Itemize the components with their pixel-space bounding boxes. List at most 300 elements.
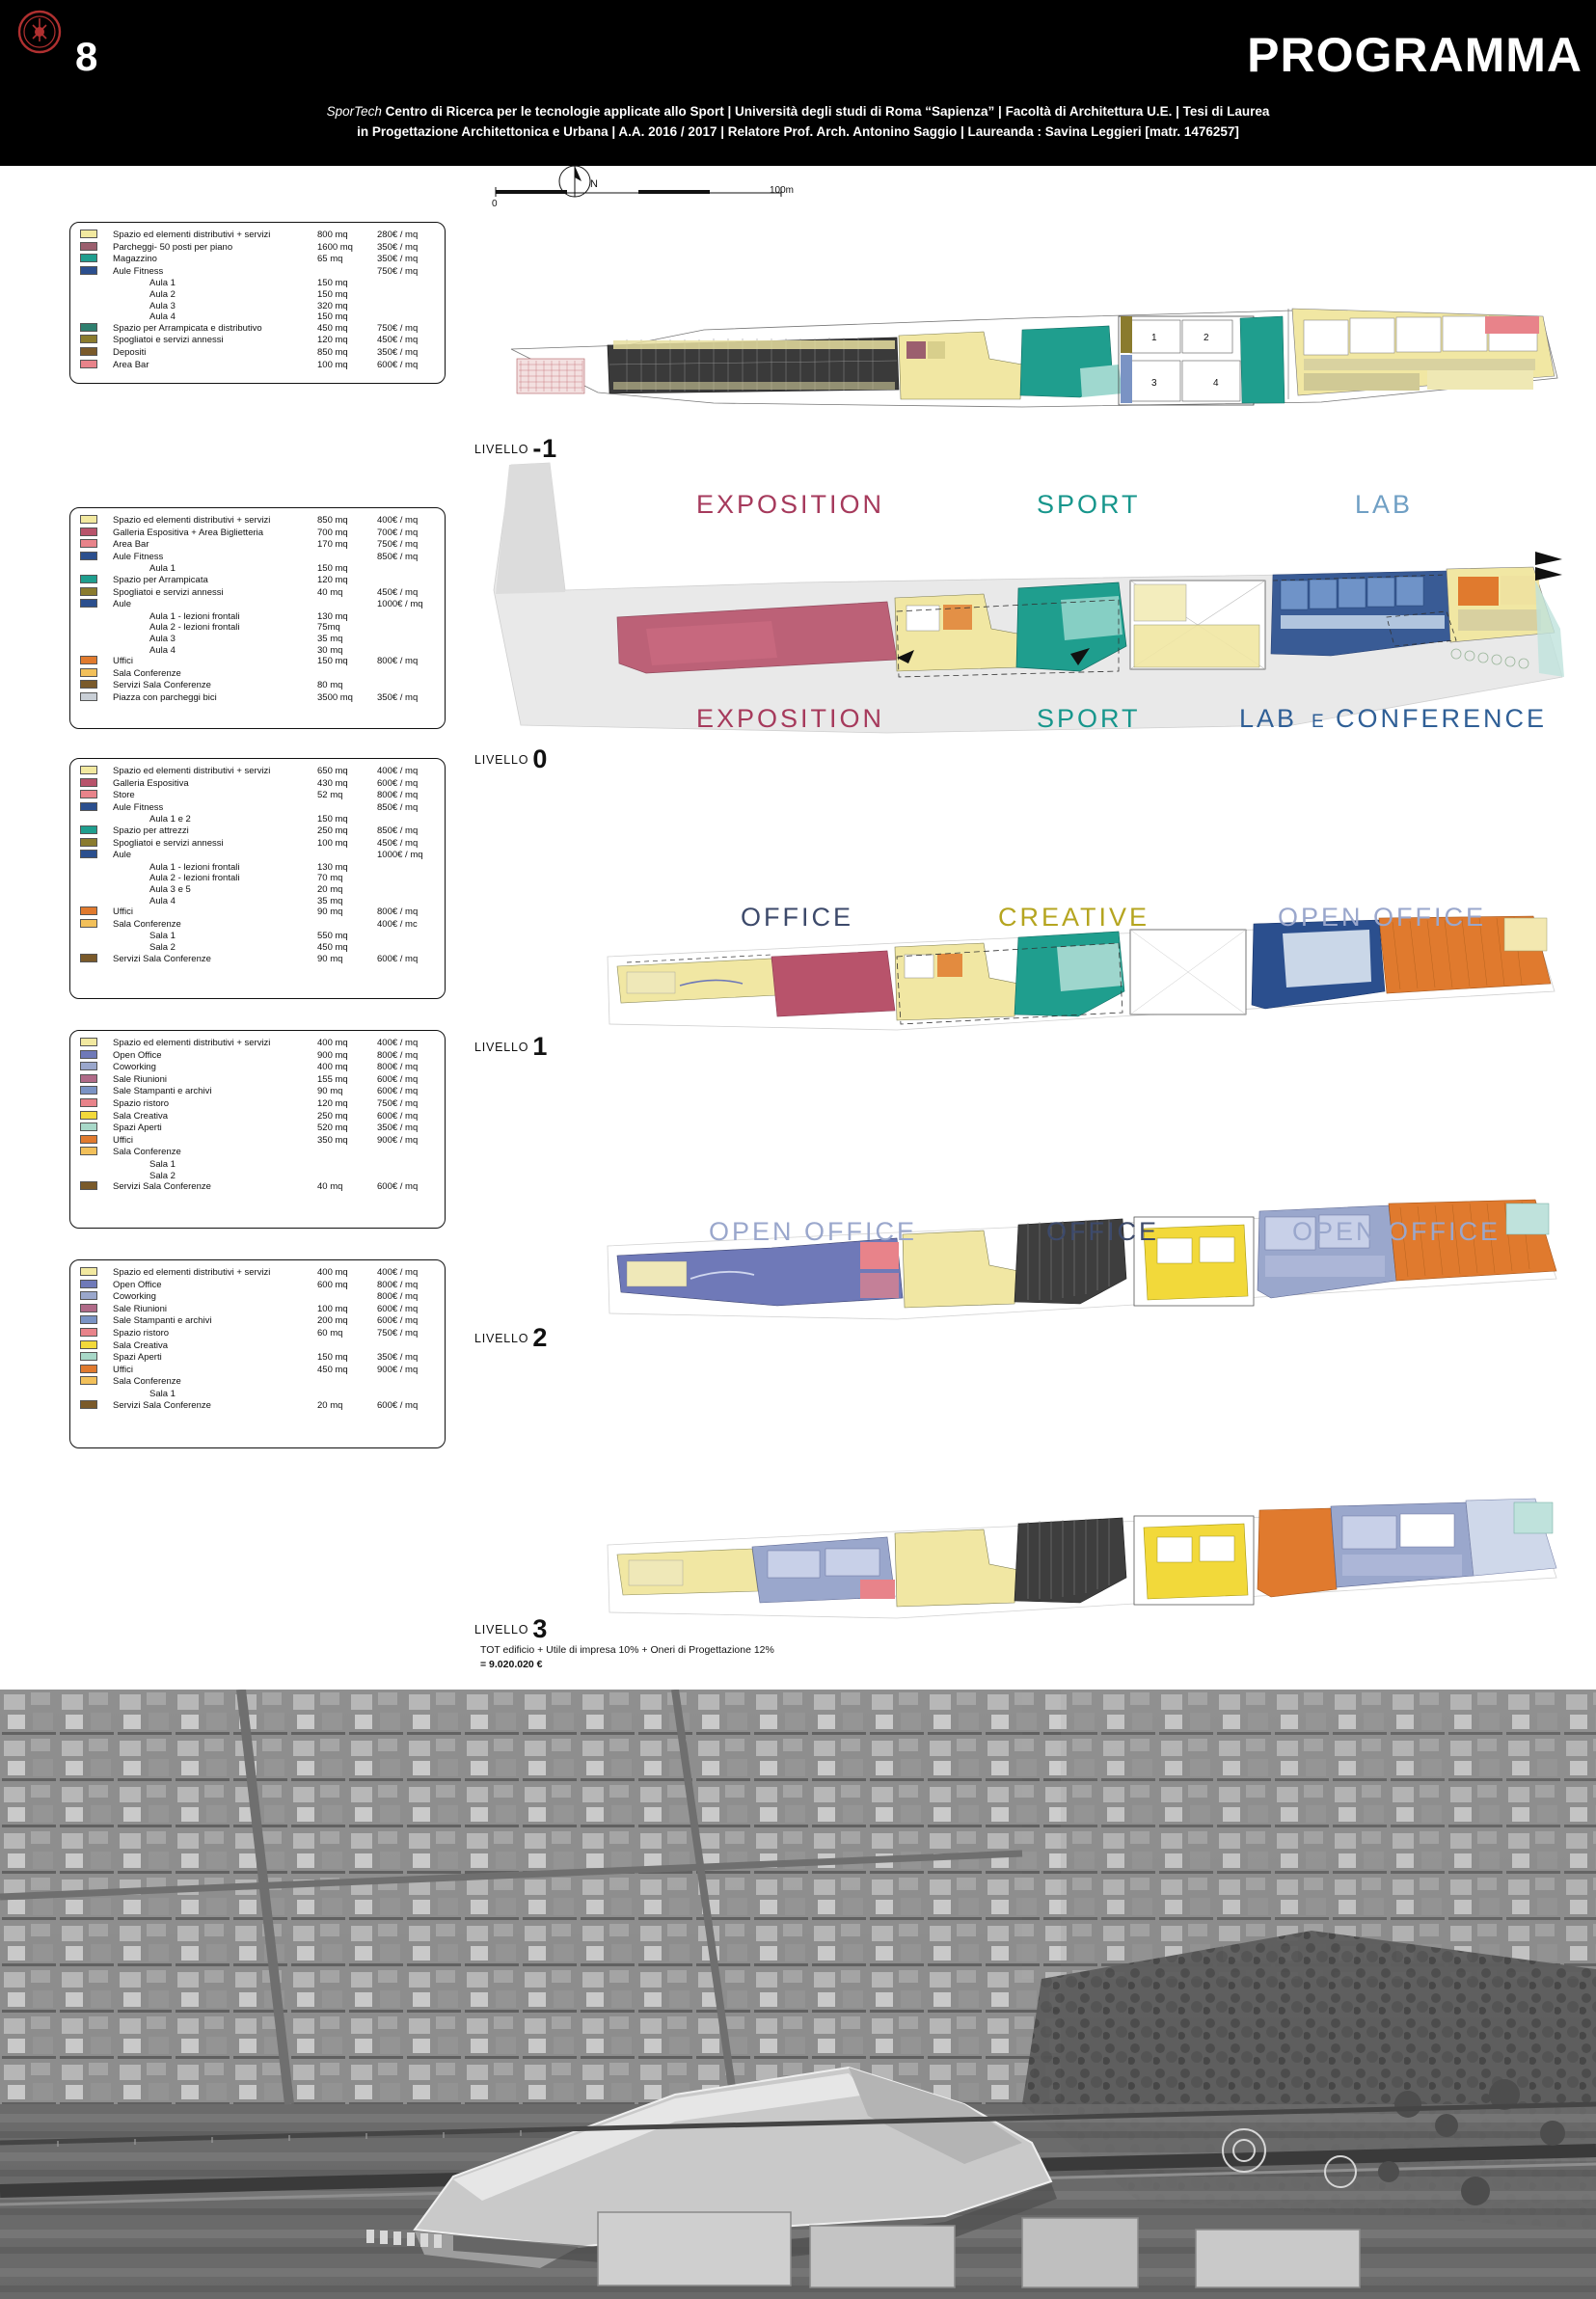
legend-color-swatch (80, 1352, 97, 1361)
project-name: SporTech (326, 104, 382, 119)
legend-item-name: Coworking (113, 1291, 156, 1303)
legend-swatch-cell (70, 825, 113, 838)
legend-color-swatch (80, 599, 97, 608)
legend-swatch-cell-empty (70, 942, 113, 954)
legend-item-area: 52 mq (317, 790, 343, 801)
legend-color-swatch (80, 1340, 97, 1349)
legend-item-name: Spazio ed elementi distributivi + servizi (113, 515, 271, 526)
legend-item-name: Spazio ristoro (113, 1097, 170, 1109)
legend-row (70, 1171, 445, 1182)
credits-line-1: Centro di Ricerca per le tecnologie applicate allo Sport | Università degli studi di Roma “Sapienza” | Facoltà di Architettura U.E. | Tesi di Laurea (381, 104, 1270, 119)
zone-label-open-office-l2: OPEN OFFICE (1278, 903, 1487, 932)
legend-item-area: 150 mq (317, 656, 348, 667)
legend-swatch-cell (70, 1038, 113, 1050)
legend-item-price: 700€ / mq (377, 527, 419, 538)
level-label-text: LIVELLO (474, 753, 529, 767)
legend-item-name: Spazio per Arrampicata (113, 574, 208, 585)
legend-item-name: Sala 2 (149, 1170, 176, 1181)
legend-item-price: 850€ / mq (377, 825, 419, 836)
legend-row (70, 1086, 445, 1098)
legend-color-swatch (80, 1280, 97, 1288)
legend-item-name: Aula 1 (149, 563, 176, 575)
legend-item-area: 35 mq (317, 633, 343, 644)
legend-item-price: 750€ / mq (377, 1327, 419, 1339)
legend-item-name: Servizi Sala Conferenze (113, 1399, 211, 1411)
legend-color-swatch (80, 954, 97, 962)
legend-item-area (317, 552, 377, 564)
legend-swatch-cell (70, 1304, 113, 1316)
legend-item-name: Store (113, 790, 135, 801)
legend-item-area: 550 mq (317, 931, 348, 942)
legend-swatch-cell (70, 680, 113, 692)
legend-item-price (377, 575, 445, 587)
legend-swatch-cell-empty (70, 1389, 113, 1400)
legend-swatch-cell (70, 575, 113, 587)
legend-level-1-table (70, 766, 445, 965)
legend-swatch-cell (70, 1280, 113, 1292)
legend-row (70, 311, 445, 323)
legend-level-3 (69, 1259, 446, 1448)
legend-item-area: 20 mq (317, 883, 343, 895)
legend-color-swatch (80, 1400, 97, 1409)
legend-row (70, 850, 445, 862)
legend-swatch-cell-empty (70, 563, 113, 575)
legend-item-area: 100 mq (317, 359, 348, 370)
legend-item-price (377, 611, 445, 623)
legend-row (70, 515, 445, 527)
legend-color-swatch (80, 1038, 97, 1046)
legend-row (70, 814, 445, 825)
credits-line-2: in Progettazione Architettonica e Urbana | A.A. 2016 / 2017 | Relatore Prof. Arch. Antonino Saggio | Laureanda : Savina Leggieri [matr. 1476257] (357, 124, 1239, 139)
legend-item-name: Piazza con parcheggi bici (113, 691, 217, 703)
zone-label-sport-l0: SPORT (1037, 490, 1141, 519)
legend-row (70, 563, 445, 575)
legend-row (70, 1389, 445, 1400)
legend-row (70, 1050, 445, 1063)
legend-swatch-cell-empty (70, 884, 113, 896)
legend-row (70, 942, 445, 954)
legend-item-name: Depositi (113, 346, 147, 358)
legend-row (70, 254, 445, 266)
legend-item-price: 450€ / mq (377, 586, 419, 598)
scale-max-label: 100m (770, 185, 795, 196)
legend-item-name: Coworking (113, 1062, 156, 1073)
floor-plan-level-2 (482, 1072, 1582, 1352)
legend-swatch-cell (70, 1376, 113, 1389)
legend-level-1 (69, 758, 446, 999)
legend-item-name: Parcheggi- 50 posti per piano (113, 241, 233, 253)
legend-color-swatch (80, 1111, 97, 1120)
legend-item-name: Sale Stampanti e archivi (113, 1086, 212, 1097)
legend-item-price: 350€ / mq (377, 241, 419, 253)
svg-text:2: 2 (1204, 333, 1209, 343)
legend-color-swatch (80, 1328, 97, 1337)
legend-row (70, 611, 445, 623)
legend-color-swatch (80, 906, 97, 915)
legend-item-price (377, 862, 445, 874)
legend-color-swatch (80, 335, 97, 343)
legend-item-area (317, 1171, 377, 1182)
legend-item-name: Aula 2 - lezioni frontali (149, 873, 240, 884)
legend-swatch-cell (70, 668, 113, 681)
legend-item-area: 70 mq (317, 873, 343, 884)
legend-swatch-cell (70, 1050, 113, 1063)
legend-item-name: Servizi Sala Conferenze (113, 680, 211, 691)
legend-item-price: 350€ / mq (377, 254, 419, 265)
legend-item-area: 130 mq (317, 610, 348, 622)
level-number: 2 (532, 1323, 549, 1352)
legend-color-swatch (80, 680, 97, 689)
legend-item-price: 800€ / mq (377, 656, 419, 667)
legend-color-swatch (80, 838, 97, 847)
legend-item-name: Sala Conferenze (113, 918, 181, 930)
legend-swatch-cell (70, 838, 113, 851)
legend-row (70, 335, 445, 347)
svg-text:1: 1 (1151, 333, 1157, 343)
legend-row (70, 1159, 445, 1171)
legend-item-name: Sala 1 (149, 1158, 176, 1170)
legend-item-area: 120 mq (317, 335, 348, 346)
legend-item-area: 75mq (317, 622, 340, 634)
legend-item-area: 100 mq (317, 1303, 348, 1314)
legend-item-area (317, 668, 377, 681)
legend-color-swatch (80, 242, 97, 251)
zone-label-conference-l1: CONFERENCE (1336, 704, 1548, 733)
legend-swatch-cell (70, 254, 113, 266)
legend-swatch-cell-empty (70, 611, 113, 623)
legend-item-name: Area Bar (113, 539, 149, 551)
legend-row (70, 539, 445, 552)
legend-swatch-cell (70, 1291, 113, 1304)
legend-item-price: 800€ / mq (377, 790, 419, 801)
legend-item-area (317, 1340, 377, 1353)
legend-item-name: Spazio ed elementi distributivi + servizi (113, 766, 271, 776)
legend-item-name: Uffici (113, 906, 133, 918)
zone-label-lab-l0: LAB (1355, 490, 1414, 519)
legend-item-area: 35 mq (317, 895, 343, 906)
legend-row (70, 289, 445, 301)
legend-item-name: Spogliatoi e servizi annessi (113, 586, 224, 598)
legend-swatch-cell (70, 1352, 113, 1365)
legend-color-swatch (80, 1062, 97, 1070)
legend-item-price: 850€ / mq (377, 801, 419, 813)
legend-item-area (317, 1389, 377, 1400)
legend-swatch-cell-empty (70, 311, 113, 323)
legend-row (70, 587, 445, 600)
legend-item-area: 90 mq (317, 1086, 343, 1097)
legend-item-name: Galleria Espositiva + Area Biglietteria (113, 527, 264, 538)
floor-plan-level-minus1 (482, 176, 1572, 436)
legend-item-name: Spazio ristoro (113, 1327, 170, 1339)
legend-swatch-cell (70, 1181, 113, 1194)
legend-swatch-cell-empty (70, 634, 113, 645)
zone-label-exposition-l1: EXPOSITION (696, 704, 885, 733)
legend-row (70, 906, 445, 919)
legend-item-price (377, 884, 445, 896)
legend-swatch-cell-empty (70, 622, 113, 634)
legend-color-swatch (80, 539, 97, 548)
legend-row (70, 1098, 445, 1111)
legend-item-area (317, 802, 377, 815)
legend-item-name: Aula 3 (149, 300, 176, 311)
legend-swatch-cell (70, 954, 113, 966)
legend-item-price: 900€ / mq (377, 1364, 419, 1375)
legend-item-price: 600€ / mq (377, 1399, 419, 1411)
legend-item-area (317, 850, 377, 862)
legend-item-name: Aula 1 - lezioni frontali (149, 610, 240, 622)
legend-item-price: 600€ / mq (377, 359, 419, 370)
legend-swatch-cell-empty (70, 896, 113, 907)
legend-swatch-cell (70, 1267, 113, 1280)
level-number: 0 (532, 744, 549, 773)
legend-item-area: 600 mq (317, 1279, 348, 1290)
legend-level-2-table (70, 1038, 445, 1194)
legend-swatch-cell (70, 1340, 113, 1353)
legend-item-area: 150 mq (317, 814, 348, 825)
legend-swatch-cell (70, 850, 113, 862)
zone-label-office-l3: OFFICE (1046, 1217, 1159, 1246)
legend-swatch-cell (70, 1111, 113, 1123)
legend-row (70, 599, 445, 611)
legend-item-name: Sala 2 (149, 941, 176, 953)
legend-item-area: 20 mq (317, 1399, 343, 1411)
legend-level-3-table (70, 1267, 445, 1412)
legend-color-swatch (80, 360, 97, 368)
legend-color-swatch (80, 1291, 97, 1300)
zone-label-open-office-l3-left: OPEN OFFICE (709, 1217, 918, 1246)
legend-swatch-cell (70, 230, 113, 242)
legend-item-area (317, 266, 377, 279)
legend-item-area: 650 mq (317, 766, 348, 776)
legend-item-name: Spazio per Arrampicata e distributivo (113, 322, 262, 334)
legend-item-name: Aule (113, 599, 132, 610)
legend-item-area: 30 mq (317, 644, 343, 656)
legend-swatch-cell (70, 906, 113, 919)
legend-item-area: 40 mq (317, 1181, 343, 1193)
legend-swatch-cell (70, 515, 113, 527)
legend-swatch-cell (70, 266, 113, 279)
legend-item-price: 450€ / mq (377, 837, 419, 849)
legend-level-0 (69, 507, 446, 729)
legend-item-area: 450 mq (317, 322, 348, 334)
legend-swatch-cell-empty (70, 862, 113, 874)
legend-color-swatch (80, 1135, 97, 1144)
legend-level-minus1 (69, 222, 446, 384)
legend-item-name: Aule Fitness (113, 265, 164, 277)
aerial-site-photo (0, 1690, 1596, 2299)
legend-row (70, 1135, 445, 1148)
legend-item-area: 90 mq (317, 953, 343, 964)
legend-row (70, 634, 445, 645)
legend-item-name: Galleria Espositiva (113, 777, 189, 789)
university-logo-icon (17, 10, 62, 54)
legend-swatch-cell (70, 1328, 113, 1340)
legend-row (70, 575, 445, 587)
legend-item-name: Aula 2 (149, 288, 176, 300)
legend-color-swatch (80, 347, 97, 356)
legend-row (70, 278, 445, 289)
legend-item-name: Aula 4 (149, 644, 176, 656)
legend-color-swatch (80, 1098, 97, 1107)
legend-row (70, 1267, 445, 1280)
legend-row (70, 323, 445, 336)
legend-item-name: Sale Stampanti e archivi (113, 1315, 212, 1327)
legend-item-name: Spazio ed elementi distributivi + servizi (113, 1038, 271, 1048)
legend-color-swatch (80, 1086, 97, 1095)
legend-item-price (377, 289, 445, 301)
legend-row (70, 1315, 445, 1328)
legend-item-name: Uffici (113, 656, 133, 667)
legend-item-name: Spazio ed elementi distributivi + servizi (113, 230, 271, 240)
legend-item-area: 80 mq (317, 680, 343, 691)
legend-color-swatch (80, 1376, 97, 1385)
legend-item-price (377, 931, 445, 942)
legend-swatch-cell-empty (70, 931, 113, 942)
legend-color-swatch (80, 266, 97, 275)
legend-item-price: 600€ / mq (377, 1073, 419, 1085)
svg-text:3: 3 (1151, 378, 1157, 389)
legend-row (70, 1122, 445, 1135)
legend-row (70, 242, 445, 255)
drawing-sheet (0, 166, 1596, 1690)
legend-swatch-cell-empty (70, 1171, 113, 1182)
legend-item-area (317, 1376, 377, 1389)
legend-item-area: 60 mq (317, 1327, 343, 1339)
legend-row (70, 1291, 445, 1304)
legend-item-name: Aule (113, 850, 132, 861)
legend-color-swatch (80, 230, 97, 238)
legend-row (70, 778, 445, 791)
legend-item-price: 600€ / mq (377, 1315, 419, 1327)
legend-color-swatch (80, 552, 97, 560)
legend-row (70, 873, 445, 884)
legend-item-name: Spazi Aperti (113, 1352, 162, 1364)
floor-plan-level-3 (482, 1371, 1582, 1651)
legend-color-swatch (80, 254, 97, 262)
legend-item-price (377, 645, 445, 657)
legend-row (70, 825, 445, 838)
legend-row (70, 1328, 445, 1340)
thesis-credits (0, 101, 1596, 142)
legend-color-swatch (80, 527, 97, 536)
legend-item-price: 280€ / mq (377, 230, 419, 240)
legend-item-area: 320 mq (317, 300, 348, 311)
legend-item-area (317, 599, 377, 611)
legend-row (70, 1365, 445, 1377)
legend-item-price: 800€ / mq (377, 1062, 419, 1073)
legend-item-area: 400 mq (317, 1267, 348, 1278)
legend-color-swatch (80, 790, 97, 798)
legend-swatch-cell (70, 347, 113, 360)
legend-item-area: 200 mq (317, 1315, 348, 1327)
legend-item-area: 250 mq (317, 1110, 348, 1122)
legend-item-price: 800€ / mq (377, 1291, 419, 1303)
legend-row (70, 1400, 445, 1413)
legend-swatch-cell (70, 587, 113, 600)
legend-item-area: 130 mq (317, 861, 348, 873)
legend-item-price: 400€ / mq (377, 1038, 419, 1048)
legend-item-area: 1600 mq (317, 241, 353, 253)
legend-color-swatch (80, 1147, 97, 1155)
legend-item-price (377, 680, 445, 692)
legend-item-area: 900 mq (317, 1049, 348, 1061)
legend-item-area: 850 mq (317, 346, 348, 358)
legend-item-area: 150 mq (317, 288, 348, 300)
page-number: 8 (75, 34, 98, 79)
legend-item-price: 800€ / mq (377, 1049, 419, 1061)
legend-swatch-cell (70, 527, 113, 540)
legend-item-price: 600€ / mq (377, 1086, 419, 1097)
legend-item-name: Sala Conferenze (113, 1376, 181, 1388)
legend-row (70, 838, 445, 851)
legend-item-price (377, 1159, 445, 1171)
legend-row (70, 766, 445, 778)
legend-item-price (377, 311, 445, 323)
legend-item-area: 520 mq (317, 1122, 348, 1134)
legend-swatch-cell (70, 766, 113, 778)
legend-item-area: 170 mq (317, 539, 348, 551)
legend-row (70, 1304, 445, 1316)
legend-item-price: 400€ / mq (377, 1267, 419, 1278)
legend-row (70, 1038, 445, 1050)
legend-row (70, 1111, 445, 1123)
legend-swatch-cell (70, 1122, 113, 1135)
legend-item-price (377, 873, 445, 884)
legend-item-price: 400€ / mq (377, 766, 419, 776)
legend-item-price: 600€ / mq (377, 1303, 419, 1314)
legend-item-price (377, 1147, 445, 1159)
legend-row (70, 1062, 445, 1074)
legend-item-area: 150 mq (317, 311, 348, 323)
legend-swatch-cell-empty (70, 645, 113, 657)
legend-item-price: 900€ / mq (377, 1134, 419, 1146)
zone-label-open-office-l3-right: OPEN OFFICE (1292, 1217, 1501, 1246)
legend-row (70, 266, 445, 279)
legend-item-area: 150 mq (317, 1352, 348, 1364)
level-number: 1 (532, 1032, 549, 1061)
legend-row (70, 692, 445, 705)
legend-item-name: Aule Fitness (113, 551, 164, 562)
legend-item-price (377, 896, 445, 907)
legend-color-swatch (80, 1315, 97, 1324)
legend-swatch-cell (70, 1315, 113, 1328)
legend-item-name: Sala Creativa (113, 1110, 169, 1122)
zone-label-sport-l1: SPORT (1037, 704, 1141, 733)
legend-item-name: Spazi Aperti (113, 1122, 162, 1134)
legend-item-name: Aula 3 e 5 (149, 883, 191, 895)
legend-item-area: 350 mq (317, 1134, 348, 1146)
legend-item-price: 350€ / mq (377, 346, 419, 358)
legend-item-name: Servizi Sala Conferenze (113, 953, 211, 964)
legend-swatch-cell (70, 1098, 113, 1111)
legend-item-name: Sala 1 (149, 1388, 176, 1399)
legend-color-swatch (80, 825, 97, 834)
legend-item-price (377, 622, 445, 634)
svg-text:4: 4 (1213, 378, 1219, 389)
legend-color-swatch (80, 656, 97, 664)
legend-item-area: 400 mq (317, 1062, 348, 1073)
legend-item-price: 1000€ / mq (377, 599, 423, 610)
legend-row (70, 1340, 445, 1353)
legend-level-minus1-table (70, 230, 445, 371)
legend-swatch-cell-empty (70, 301, 113, 312)
legend-item-price (377, 1389, 445, 1400)
legend-swatch-cell (70, 1147, 113, 1159)
legend-item-area: 250 mq (317, 825, 348, 836)
legend-item-price: 600€ / mq (377, 1110, 419, 1122)
legend-row (70, 896, 445, 907)
legend-item-name: Aula 4 (149, 311, 176, 323)
